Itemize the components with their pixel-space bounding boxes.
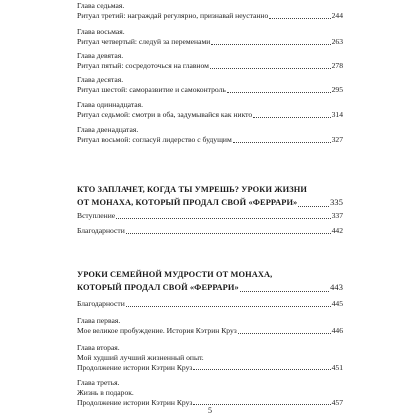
- page-number: 443: [330, 283, 343, 292]
- chapter-title: Ритуал шестой: саморазвитие и самоконтроль: [77, 84, 226, 94]
- entry-title: Вступление: [77, 211, 116, 220]
- page-number: 446: [331, 325, 343, 335]
- page-number: 337: [331, 211, 343, 220]
- page-number: 244: [331, 10, 343, 20]
- chapter-title: Ритуал седьмой: смотри в оба, задумывайся как никто: [77, 109, 253, 119]
- toc-entry-chapter-8: [77, 27, 343, 47]
- page-number: 457: [331, 397, 343, 407]
- chapter-heading: Глава третья.: [77, 378, 120, 387]
- leader-dots: [126, 233, 331, 234]
- chapter-heading: Глава вторая.: [77, 343, 120, 352]
- page-number: 451: [331, 362, 343, 372]
- page-number: 263: [331, 36, 343, 46]
- chapter-heading: Глава восьмая.: [77, 27, 125, 36]
- toc-entry-acknowledgements-2: [77, 299, 343, 309]
- page-number: 445: [331, 299, 343, 308]
- toc-entry-chapter-2: [77, 343, 343, 372]
- toc-entry-chapter-3: [77, 378, 343, 407]
- toc-entry-chapter-12: [77, 125, 343, 145]
- toc-entry-chapter-11: [77, 100, 343, 120]
- page-number: 314: [331, 109, 343, 119]
- toc-entry-chapter-1: [77, 316, 343, 336]
- section-title-line-1: КТО ЗАПЛАЧЕТ, КОГДА ТЫ УМРЕШЬ? УРОКИ ЖИЗНИ: [77, 185, 308, 194]
- leader-dots: [193, 369, 330, 370]
- chapter-title: Мой худший лучший жизненный опыт.: [77, 352, 204, 362]
- toc-entry-chapter-9: [77, 51, 343, 71]
- chapter-subtitle: Продолжение истории Кэтрин Круз: [77, 362, 193, 372]
- chapter-heading: Глава девятая.: [77, 51, 124, 60]
- chapter-heading: Глава первая.: [77, 316, 121, 325]
- leader-dots: [269, 18, 330, 19]
- leader-dots: [238, 333, 331, 334]
- toc-entry-introduction: [77, 211, 343, 221]
- leader-dots: [253, 117, 330, 118]
- leader-dots: [211, 44, 330, 45]
- chapter-heading: Глава седьмая.: [77, 1, 125, 10]
- toc-section-who-will-cry: [77, 183, 343, 209]
- page-number: 442: [331, 226, 343, 235]
- section-title-line-2: КОТОРЫЙ ПРОДАЛ СВОЙ «ФЕРРАРИ»: [77, 283, 239, 292]
- toc-entry-acknowledgements: [77, 226, 343, 236]
- chapter-heading: Глава двенадцатая.: [77, 125, 139, 134]
- leader-dots: [210, 68, 331, 69]
- page-number: 335: [330, 198, 343, 207]
- leader-dots: [233, 142, 331, 143]
- chapter-title: Ритуал пятый: сосредоточься на главном: [77, 60, 209, 70]
- chapter-title: Ритуал четвертый: следуй за переменами: [77, 36, 211, 46]
- leader-dots: [298, 206, 329, 207]
- entry-title: Благодарности: [77, 226, 125, 235]
- entry-title: Благодарности: [77, 299, 125, 308]
- chapter-title: Ритуал восьмой: согласуй лидерство с будущим: [77, 134, 232, 144]
- page-number: 295: [331, 84, 343, 94]
- chapter-title: Жизнь в подарок.: [77, 387, 134, 397]
- section-title-line-1: УРОКИ СЕМЕЙНОЙ МУДРОСТИ ОТ МОНАХА,: [77, 270, 273, 279]
- page-number: 327: [331, 134, 343, 144]
- chapter-heading: Глава одиннадцатая.: [77, 100, 144, 109]
- chapter-heading: Глава десятая.: [77, 75, 124, 84]
- toc-section-family-wisdom: [77, 268, 343, 294]
- leader-dots: [240, 291, 329, 292]
- leader-dots: [227, 92, 331, 93]
- section-title-line-2: ОТ МОНАХА, КОТОРЫЙ ПРОДАЛ СВОЙ «ФЕРРАРИ»: [77, 198, 298, 207]
- toc-entry-chapter-10: [77, 75, 343, 95]
- leader-dots: [116, 218, 330, 219]
- leader-dots: [126, 306, 331, 307]
- page-number: 278: [331, 60, 343, 70]
- chapter-title: Мое великое пробуждение. История Кэтрин Круз: [77, 325, 237, 335]
- toc-entry-chapter-7: [77, 1, 343, 21]
- chapter-title: Ритуал третий: награждай регулярно, признавай неустанно: [77, 10, 269, 20]
- page-folio-number: 5: [208, 406, 212, 415]
- chapter-subtitle: Продолжение истории Кэтрин Круз: [77, 397, 193, 407]
